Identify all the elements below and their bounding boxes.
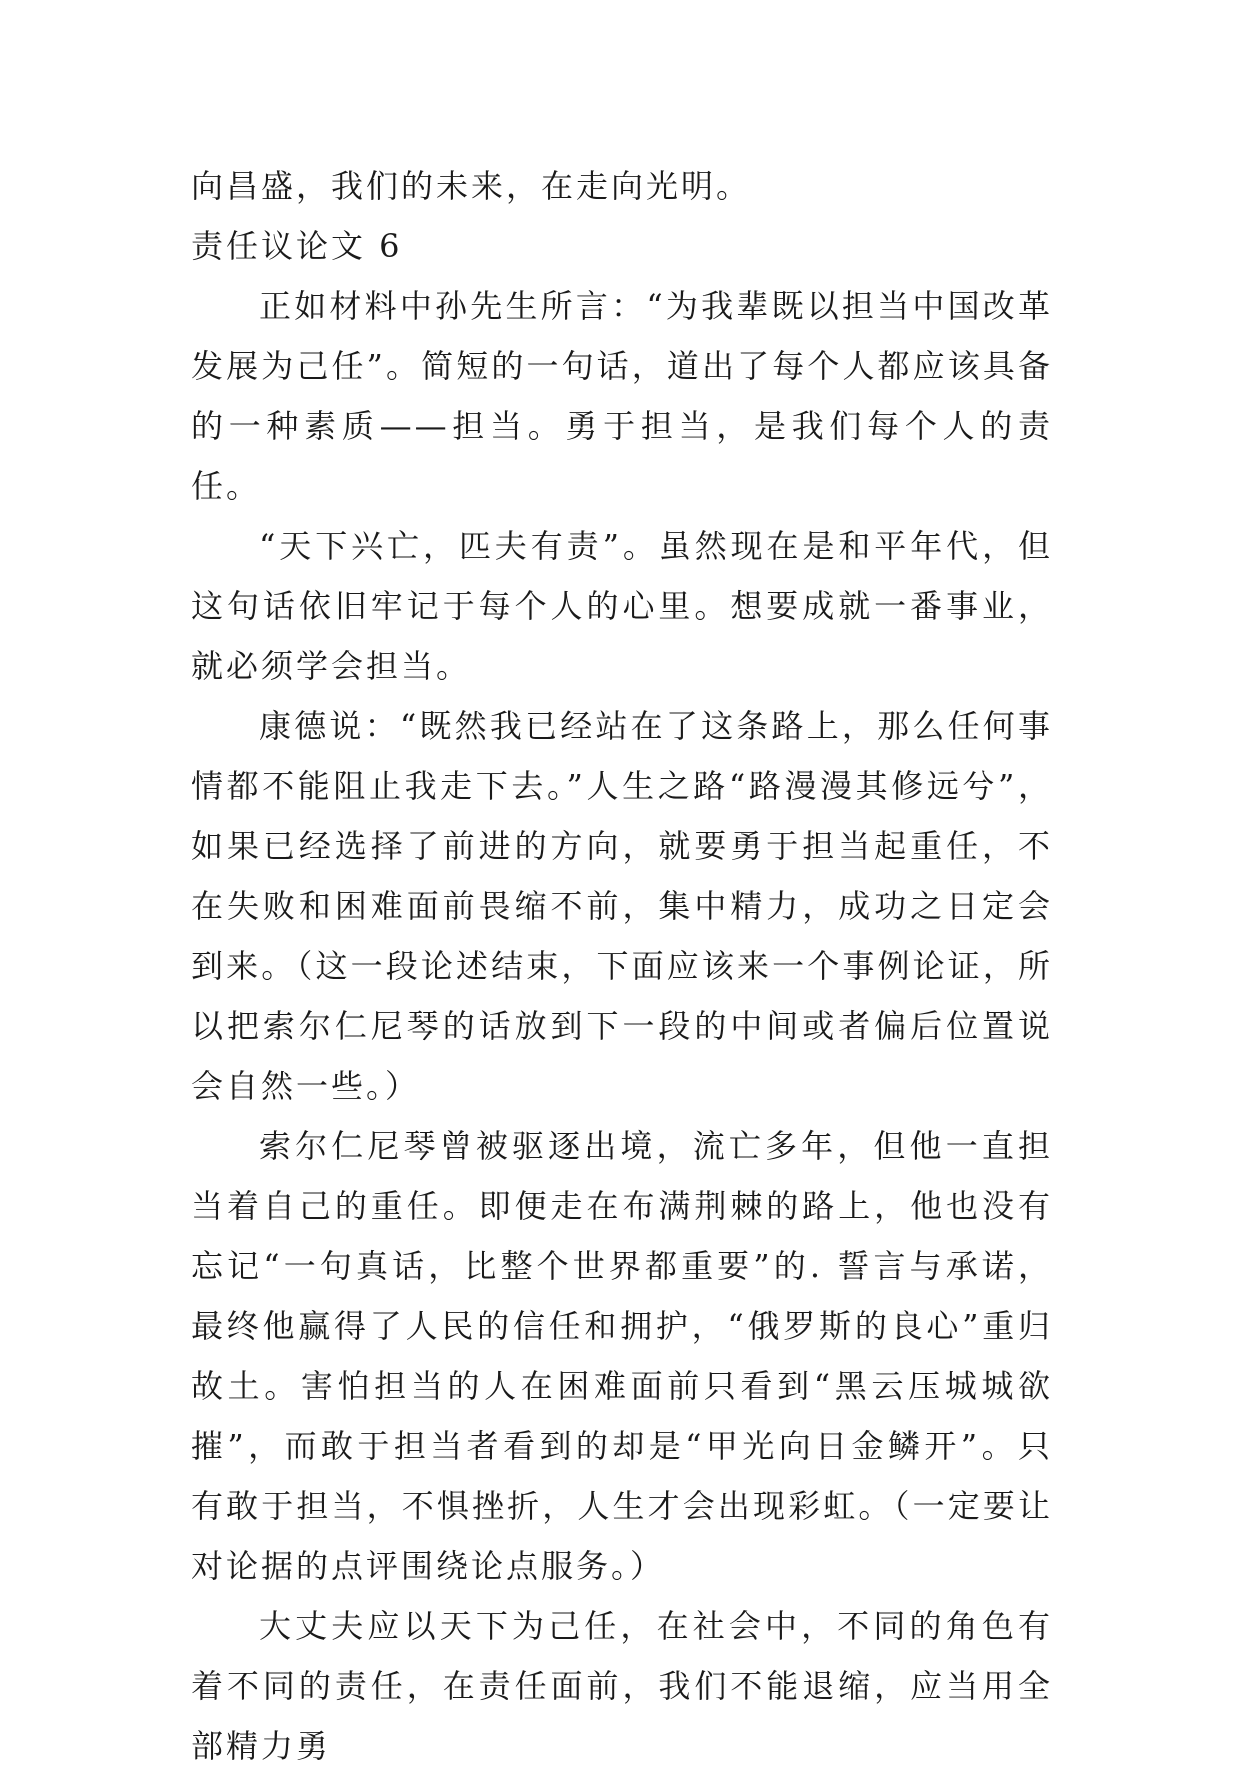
paragraph-1: 正如材料中孙先生所言：“为我辈既以担当中国改革发展为己任”。简短的一句话，道出了每个人都应该具备的一种素质——担当。勇于担当，是我们每个人的责任。: [191, 287, 1053, 505]
paragraph-2: “天下兴亡，匹夫有责”。虽然现在是和平年代，但这句话依旧牢记于每个人的心里。想要成就一番事业，就必须学会担当。: [191, 527, 1053, 685]
continuation-line: 向昌盛，我们的未来，在走向光明。: [191, 167, 752, 205]
section-title: 责任议论文 6: [191, 227, 403, 265]
paragraph-4: 索尔仁尼琴曾被驱逐出境，流亡多年，但他一直担当着自己的重任。即便走在布满荆棘的路上，他也没有忘记“一句真话，比整个世界都重要”的. 誓言与承诺，最终他赢得了人民的信任和拥护，“俄罗斯的良心”重归故土。害怕担当的人在困难面前只看到“黑云压城城欲摧”，而敢于担当者看到的却是“甲光向日金鳞开”。只有敢于担当，不惧挫折，人生才会出现彩虹。（一定要让对论据的点评围绕论点服务。）: [191, 1127, 1053, 1585]
paragraph-3: 康德说：“既然我已经站在了这条路上，那么任何事情都不能阻止我走下去。”人生之路“路漫漫其修远兮”，如果已经选择了前进的方向，就要勇于担当起重任，不在失败和困难面前畏缩不前，集中精力，成功之日定会到来。（这一段论述结束，下面应该来一个事例论证，所以把索尔仁尼琴的话放到下一段的中间或者偏后位置说会自然一些。）: [191, 707, 1053, 1105]
paragraph-5: 大丈夫应以天下为己任，在社会中，不同的角色有着不同的责任，在责任面前，我们不能退缩，应当用全部精力勇: [191, 1607, 1053, 1765]
document-body: [191, 156, 1053, 1776]
